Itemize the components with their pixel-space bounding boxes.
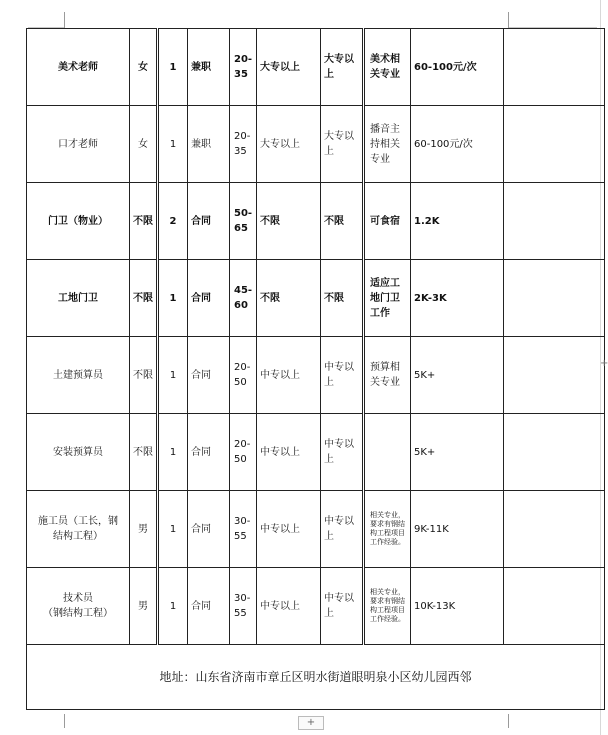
empty-cell [504,106,605,183]
education-alt: 中专以上 [321,568,364,645]
education: 中专以上 [257,337,321,414]
count: 1 [158,491,188,568]
major [364,414,411,491]
age-range: 20-35 [230,106,257,183]
crop-mark [64,12,65,28]
empty-cell [504,491,605,568]
count: 1 [158,337,188,414]
crop-mark [64,714,65,728]
add-row-button[interactable]: + [298,716,324,730]
salary: 9K-11K [411,491,504,568]
major: 相关专业，要求有钢结构工程项目工作经验。 [364,568,411,645]
job-name [27,568,130,645]
gender: 不限 [130,260,158,337]
age-range: 20-50 [230,337,257,414]
gender: 女 [130,106,158,183]
employment-type: 兼职 [188,29,230,106]
empty-cell [504,183,605,260]
count: 1 [158,106,188,183]
salary: 5K+ [411,414,504,491]
count: 1 [158,568,188,645]
major: 播音主持相关专业 [364,106,411,183]
employment-type: 合同 [188,337,230,414]
major: 可食宿 [364,183,411,260]
age-range: 30-55 [230,491,257,568]
empty-cell [504,260,605,337]
education: 中专以上 [257,491,321,568]
education: 大专以上 [257,106,321,183]
count: 2 [158,183,188,260]
salary: 10K-13K [411,568,504,645]
jobs-table [26,28,605,710]
job-name: 美术老师 [27,29,130,106]
age-range: 20-35 [230,29,257,106]
major: 适应工地门卫工作 [364,260,411,337]
job-name: 工地门卫 [27,260,130,337]
employment-type: 合同 [188,414,230,491]
gender: 男 [130,491,158,568]
table-row [27,106,605,183]
job-name-line1: 施工员（工长，钢 [38,516,118,527]
education: 中专以上 [257,568,321,645]
education-alt: 不限 [321,183,364,260]
salary: 2K-3K [411,260,504,337]
table-row [27,337,605,414]
salary: 60-100元/次 [411,106,504,183]
employment-type: 合同 [188,183,230,260]
major: 相关专业，要求有钢结构工程项目工作经验。 [364,491,411,568]
education-alt: 中专以上 [321,414,364,491]
job-name: 安装预算员 [27,414,130,491]
gender: 不限 [130,183,158,260]
empty-cell [504,568,605,645]
empty-cell [504,29,605,106]
employment-type: 合同 [188,491,230,568]
gender: 女 [130,29,158,106]
count: 1 [158,260,188,337]
job-name [27,491,130,568]
major: 预算相关专业 [364,337,411,414]
table-row [27,491,605,568]
education: 大专以上 [257,29,321,106]
job-name-line2: 结构工程） [53,531,103,542]
address-row [27,645,605,710]
table-row [27,183,605,260]
education: 中专以上 [257,414,321,491]
count: 1 [158,29,188,106]
major: 美术相关专业 [364,29,411,106]
job-name-line2: （钢结构工程） [43,608,113,619]
salary: 60-100元/次 [411,29,504,106]
crop-mark [508,12,509,28]
address-text: 地址：山东省济南市章丘区明水街道眼明泉小区幼儿园西邻 [27,645,605,710]
age-range: 50-65 [230,183,257,260]
table-resize-handle[interactable]: + [600,358,608,369]
job-name: 土建预算员 [27,337,130,414]
education-alt: 不限 [321,260,364,337]
employment-type: 合同 [188,260,230,337]
gender: 不限 [130,337,158,414]
age-range: 45-60 [230,260,257,337]
employment-type: 兼职 [188,106,230,183]
salary: 5K+ [411,337,504,414]
age-range: 30-55 [230,568,257,645]
education-alt: 大专以上 [321,106,364,183]
table-row [27,29,605,106]
job-name-line1: 技术员 [63,593,93,604]
table-row [27,414,605,491]
salary: 1.2K [411,183,504,260]
education-alt: 中专以上 [321,491,364,568]
gender: 不限 [130,414,158,491]
education: 不限 [257,183,321,260]
table-row [27,260,605,337]
count: 1 [158,414,188,491]
job-name: 门卫（物业） [27,183,130,260]
job-name: 口才老师 [27,106,130,183]
gender: 男 [130,568,158,645]
age-range: 20-50 [230,414,257,491]
table-row [27,568,605,645]
education: 不限 [257,260,321,337]
education-alt: 中专以上 [321,337,364,414]
employment-type: 合同 [188,568,230,645]
education-alt: 大专以上 [321,29,364,106]
empty-cell [504,414,605,491]
crop-mark [508,714,509,728]
empty-cell [504,337,605,414]
